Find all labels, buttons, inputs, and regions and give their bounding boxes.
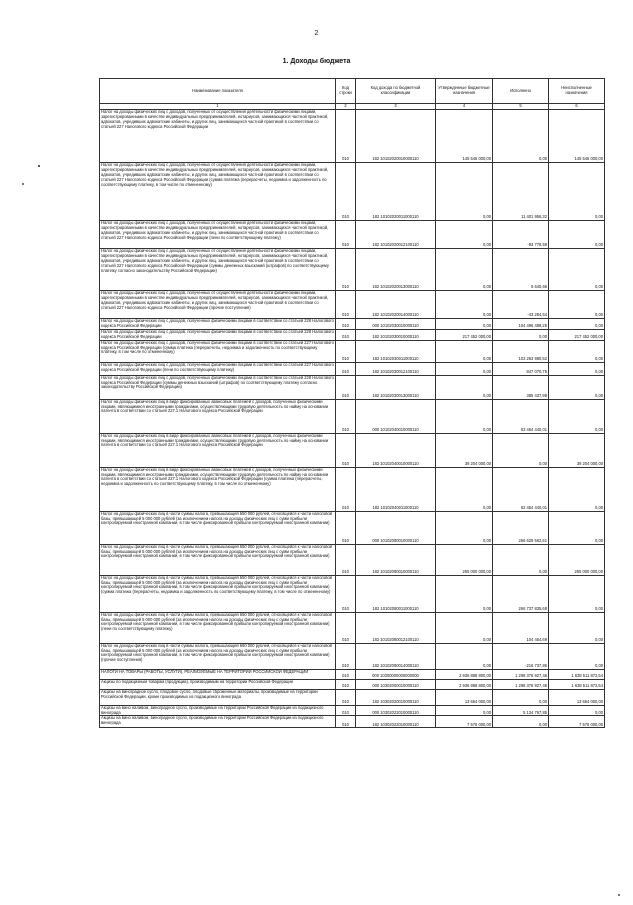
table-cell-line-code: 010 <box>336 291 356 319</box>
table-cell-executed: 847 070,75 <box>493 362 549 375</box>
table-cell-approved: 0,00 <box>436 291 493 319</box>
column-number: 2 <box>336 104 356 110</box>
revenue-table <box>99 78 605 728</box>
table-cell-name: Налог на доходы физических лиц в части суммы налога, превышающей 650 000 рублей, относящейся к части налоговой базы, превышающей 5 000 000 рублей (за исключением налога на доходы физических лиц с сумм прибыли контролируемой иностранной компании, в том числе фиксированной прибыли контролируемой иностранной компании) <box>100 544 336 575</box>
table-cell-unexecuted: 39 204 000,00 <box>549 433 605 467</box>
table-cell-executed: 63 454 440,01 <box>493 467 549 511</box>
table-row <box>100 612 605 643</box>
column-number: 5 <box>493 104 549 110</box>
section-title: 1. Доходы бюджета <box>282 58 351 65</box>
table-cell-unexecuted: 0,00 <box>549 362 605 375</box>
table-cell-name: Налог на доходы физических лиц в части суммы налога, превышающей 650 000 рублей, относящейся к части налоговой базы, превышающей 5 000 000 рублей (за исключением налога на доходы физических лиц с сумм прибыли контролируемой иностранной компании, в том числе фиксированной прибыли контролируемой иностранной компании) <box>100 511 336 544</box>
table-cell-executed: 0,00 <box>493 544 549 575</box>
table-cell-approved: 2 936 888 800,00 <box>436 679 493 689</box>
header-row <box>100 79 605 104</box>
table-cell-income-code: 000 10102030010000110 <box>356 319 436 330</box>
table-cell-approved: 0,00 <box>436 163 493 221</box>
table-row <box>100 291 605 319</box>
table-cell-unexecuted: 145 546 000,00 <box>549 110 605 163</box>
page-number: 2 <box>314 30 319 37</box>
table-cell-executed: 385 437,98 <box>493 375 549 399</box>
column-number: 4 <box>436 104 493 110</box>
table-cell-name: Налог на доходы физических лиц с доходов, полученных от осуществления деятельности физическими лицами, зарегистрированными в качестве индивидуальных предпринимателей, нотариусов, занимающихся частной практикой, адвокатов, учредивших адвокатские кабинеты, и других лиц, занимающихся частной практикой в соответствии со статьей 227 Налогового кодекса Российской Федерации (пени по соответствующему платежу) <box>100 221 336 249</box>
table-cell-line-code: 010 <box>336 221 356 249</box>
table-row <box>100 249 605 291</box>
table-cell-approved: 0,00 <box>436 319 493 330</box>
table-row <box>100 329 605 340</box>
table-cell-approved: 0,00 <box>436 705 493 716</box>
table-row <box>100 467 605 511</box>
table-cell-approved: 255 000 000,00 <box>436 544 493 575</box>
table-cell-income-code: 182 10102080011000110 <box>356 575 436 612</box>
table-cell-name: Налог на доходы физических лиц с доходов, полученных физическими лицами в соответствии со статьей 228 Налогового кодекса Российской Федерации <box>101 329 334 339</box>
table-cell-approved: 39 204 000,00 <box>436 433 493 467</box>
table-cell-income-code: 000 10302000010000110 <box>356 679 436 689</box>
table-row <box>100 544 605 575</box>
table-cell-line-code: 010 <box>336 669 356 679</box>
table-cell-name: Налог на доходы физических лиц в части суммы налога, превышающей 650 000 рублей, относящейся к части налоговой базы, превышающей 5 000 000 рублей (за исключением налога на доходы физических лиц с сумм прибыли контролируемой иностранной компании, в том числе фиксированной прибыли контролируемой иностранной компании) (прочие поступления) <box>100 643 336 669</box>
table-cell-line-code: 010 <box>336 329 356 340</box>
table-cell-unexecuted: 255 000 000,00 <box>549 544 605 575</box>
table-cell-unexecuted: 0,00 <box>549 705 605 716</box>
table-row <box>100 511 605 544</box>
table-cell-approved: 0,00 <box>436 612 493 643</box>
table-cell-executed: 104 496 489,25 <box>493 319 549 330</box>
table-cell-name: Налог на доходы физических лиц с доходов, полученных физическими лицами в соответствии со статьей 228 Налогового кодекса Российской Федерации (суммы денежных взысканий (штрафов) по соответствующему платежу согласно законодательству Российской Федерации) <box>100 375 336 399</box>
table-cell-name: Налог на доходы физических лиц с доходов, полученных физическими лицами в соответствии со статьей 227 Налогового кодекса Российской Федерации (сумма платежа (перерасчеты, недоимка и задолженность по соответствующему платежу, в том числе по отмененному) <box>100 340 336 362</box>
table-row <box>100 340 605 362</box>
table-cell-name: Акцизы на вино наливом, виноградное сусло, производимые на территории Российской Федерации из подакцизного винограда <box>100 705 336 716</box>
header-executed: Исполнено <box>493 79 549 104</box>
table-row <box>100 110 605 163</box>
table-cell-line-code: 010 <box>336 467 356 511</box>
table-cell-unexecuted: 7 576 000,00 <box>549 716 605 728</box>
table-cell-line-code: 010 <box>336 689 356 705</box>
table-cell-approved: 0,00 <box>436 399 493 433</box>
table-cell-income-code: 182 10302022010000110 <box>356 716 436 728</box>
table-cell-unexecuted: 0,00 <box>549 163 605 221</box>
table-cell-approved: 0,00 <box>436 643 493 669</box>
table-cell-line-code: 010 <box>336 679 356 689</box>
table-cell-line-code: 010 <box>336 399 356 433</box>
table-cell-executed: 266 625 562,51 <box>493 511 549 544</box>
table-cell-income-code: 182 10102080010000110 <box>356 544 436 575</box>
table-cell-line-code: 010 <box>336 643 356 669</box>
header-line-code: Код строки <box>336 79 356 104</box>
column-number: 6 <box>549 104 605 110</box>
table-cell-executed: 6 640,66 <box>493 249 549 291</box>
header-unexecuted: Неисполненные назначения <box>549 79 605 104</box>
table-body <box>100 110 605 728</box>
table-cell-unexecuted: 0,00 <box>549 291 605 319</box>
table-cell-unexecuted: 1 638 511 872,54 <box>549 679 605 689</box>
table-cell-line-code: 010 <box>336 340 356 362</box>
header-indicator-name: Наименование показателя <box>100 79 336 104</box>
header-income-code: Код дохода по бюджетной классификации <box>356 79 436 104</box>
table-cell-name: Налог на доходы физических лиц с доходов, полученных от осуществления деятельности физическими лицами, зарегистрированными в качестве индивидуальных предпринимателей, нотариусов, занимающихся частной практикой, адвокатов, учредивших адвокатские кабинеты, и других лиц, занимающихся частной практикой в соответствии со статьей 227 Налогового кодекса Российской Федерации (суммы денежных взысканий (штрафов) по соответствующему платежу согласно законодательству Российской Федерации) <box>100 249 336 291</box>
table-cell-approved: 0,00 <box>436 575 493 612</box>
table-row <box>100 221 605 249</box>
table-row <box>100 679 605 689</box>
table-cell-income-code: 182 10102030011000110 <box>356 340 436 362</box>
table-cell-approved: 0,00 <box>436 511 493 544</box>
table-cell-executed: 1 298 376 927,46 <box>493 679 549 689</box>
table-cell-name: Акцизы по подакцизным товарам (продукции), производимым на территории Российской Федерации <box>100 679 336 689</box>
table-cell-income-code: 182 10102030012100110 <box>356 362 436 375</box>
table-row <box>100 375 605 399</box>
table-cell-executed: 5 134 767,85 <box>493 705 549 716</box>
table-row <box>100 669 605 679</box>
table-cell-income-code: 182 10102040010000110 <box>356 433 436 467</box>
table-cell-income-code: 182 10102020010000110 <box>356 110 436 163</box>
table-cell-name: Налог на доходы физических лиц с доходов, полученных от осуществления деятельности физическими лицами, зарегистрированными в качестве индивидуальных предпринимателей, нотариусов, занимающихся частной практикой, адвокатов, учредивших адвокатские кабинеты, и других лиц, занимающихся частной практикой в соответствии со статьей 227 Налогового кодекса Российской Федерации (прочие поступления) <box>100 291 336 319</box>
table-cell-executed: 104 464,69 <box>493 612 549 643</box>
table-cell-income-code: 182 10302020010000110 <box>356 689 436 705</box>
table-row <box>100 689 605 705</box>
table-cell-unexecuted: 0,00 <box>549 249 605 291</box>
table-row <box>100 399 605 433</box>
table-cell-name: Налог на доходы физических лиц с доходов, полученных от осуществления деятельности физическими лицами, зарегистрированными в качестве индивидуальных предпринимателей, нотариусов, занимающихся частной практикой, адвокатов, учредивших адвокатские кабинеты, и других лиц, занимающихся частной практикой в соответствии со статьей 227 Налогового кодекса Российской Федерации (сумма платежа (перерасчеты, недоимка и задолженность по соответствующему платежу, в том числе по отмененному) <box>100 163 336 221</box>
table-cell-approved: 0,00 <box>436 375 493 399</box>
scan-speck <box>22 183 24 185</box>
table-cell-income-code: 000 10102040010000110 <box>356 399 436 433</box>
table-cell-unexecuted: 0,00 <box>549 221 605 249</box>
table-cell-line-code: 010 <box>336 362 356 375</box>
table-cell-line-code: 010 <box>336 433 356 467</box>
table-cell-name: Налог на доходы физических лиц в виде фиксированных авансовых платежей с доходов, полученных физическими лицами, являющимися иностранными гражданами, осуществляющими трудовую деятельность по найму на основании патента в соответствии со статьей 227.1 Налогового кодекса Российской Федерации (сумма платежа (перерасчеты, недоимка и задолженность по соответствующему платежу, в том числе по отмененному) <box>100 467 336 511</box>
table-cell-unexecuted: 0,00 <box>549 575 605 612</box>
table-cell-executed: -216 737,86 <box>493 643 549 669</box>
table-cell-line-code: 010 <box>336 511 356 544</box>
table-row <box>100 705 605 716</box>
table-cell-name: Налог на доходы физических лиц с доходов, полученных физическими лицами в соответствии со статьей 227 Налогового кодекса Российской Федерации (пени по соответствующему платежу) <box>100 362 336 375</box>
column-number: 1 <box>100 104 336 110</box>
table-cell-approved: 0,00 <box>436 249 493 291</box>
table-row <box>100 716 605 728</box>
table-cell-executed: 0,00 <box>493 716 549 728</box>
table-cell-line-code: 010 <box>336 544 356 575</box>
table-cell-line-code: 010 <box>336 319 356 330</box>
table-cell-unexecuted: 0,00 <box>549 511 605 544</box>
table-cell-income-code: 000 10302022010000110 <box>356 705 436 716</box>
table-cell-approved: 2 936 888 800,00 <box>436 669 493 679</box>
table-cell-approved: 0,00 <box>436 221 493 249</box>
table-cell-line-code: 010 <box>336 375 356 399</box>
table-cell-income-code: 182 10102080014000110 <box>356 643 436 669</box>
table-cell-unexecuted: 0,00 <box>549 399 605 433</box>
table-cell-unexecuted: 13 664 000,00 <box>549 689 605 705</box>
table-row <box>100 575 605 612</box>
scan-speck <box>618 894 620 896</box>
column-number: 3 <box>356 104 436 110</box>
table-cell-income-code: 182 10102020014000110 <box>356 291 436 319</box>
table-cell-unexecuted: 1 638 511 872,54 <box>549 669 605 679</box>
table-cell-executed: 1 298 376 927,46 <box>493 669 549 679</box>
table-cell-name: Акцизы на вино наливом, виноградное сусло, производимые на территории Российской Федерации из подакцизного винограда <box>100 716 336 728</box>
table-cell-unexecuted: 0,00 <box>549 467 605 511</box>
table-cell-executed: 11 401 956,32 <box>493 163 549 221</box>
table-cell-name: Налог на доходы физических лиц в виде фиксированных авансовых платежей с доходов, полученных физическими лицами, являющимися иностранными гражданами, осуществляющими трудовую деятельность по найму на основании патента в соответствии со статьей 227.1 Налогового кодекса Российской Федерации <box>100 433 336 467</box>
table-cell-unexecuted: 0,00 <box>549 319 605 330</box>
table-cell-approved: 0,00 <box>436 362 493 375</box>
table-cell-unexecuted: 0,00 <box>549 340 605 362</box>
table-cell-approved: 217 452 000,00 <box>436 329 493 340</box>
table-cell-unexecuted: 0,00 <box>549 643 605 669</box>
table-cell-line-code: 010 <box>336 249 356 291</box>
table-cell-income-code: 182 10102020012100110 <box>356 221 436 249</box>
table-cell-approved: 0,00 <box>436 340 493 362</box>
table-cell-income-code: 000 10300000000000000 <box>356 669 436 679</box>
scan-speck <box>38 165 40 167</box>
table-row <box>100 433 605 467</box>
table-cell-approved: 145 546 000,00 <box>436 110 493 163</box>
table-cell-line-code: 010 <box>336 716 356 728</box>
table-cell-executed: -43 284,64 <box>493 291 549 319</box>
table-cell-unexecuted: 217 452 000,00 <box>549 329 605 340</box>
table-cell-name: НАЛОГИ НА ТОВАРЫ (РАБОТЫ, УСЛУГИ), РЕАЛИЗУЕМЫЕ НА ТЕРРИТОРИИ РОССИЙСКОЙ ФЕДЕРАЦИИ <box>100 669 336 679</box>
table-cell-name: Налог на доходы физических лиц в виде фиксированных авансовых платежей с доходов, полученных физическими лицами, являющимися иностранными гражданами, осуществляющими трудовую деятельность по найму на основании патента в соответствии со статьей 227.1 Налогового кодекса Российской Федерации <box>100 399 336 433</box>
header-approved: Утвержденные бюджетные назначения <box>436 79 493 104</box>
table-cell-unexecuted: 0,00 <box>549 612 605 643</box>
table-cell-income-code: 182 10102040011000110 <box>356 467 436 511</box>
table-row <box>100 163 605 221</box>
table-cell-line-code: 010 <box>336 110 356 163</box>
table-cell-income-code: 182 10102030013000110 <box>356 375 436 399</box>
table-cell-name: Налог на доходы физических лиц с доходов, полученных от осуществления деятельности физическими лицами, зарегистрированными в качестве индивидуальных предпринимателей, нотариусов, занимающихся частной практикой, адвокатов, учредивших адвокатские кабинеты, и других лиц, занимающихся частной практикой в соответствии со статьей 227 Налогового кодекса Российской Федерации <box>100 110 336 163</box>
table-cell-executed: 103 263 980,52 <box>493 340 549 362</box>
table-cell-income-code: 182 10102080012100110 <box>356 612 436 643</box>
table-cell-executed: 0,00 <box>493 689 549 705</box>
table-cell-approved: 0,00 <box>436 467 493 511</box>
table-row <box>100 362 605 375</box>
table-cell-name: Акцизы на виноградное сусло, плодовое сусло, плодовые сброженные материалы, производимые на территории Российской Федерации, кроме производимых из подакцизного винограда <box>100 689 336 705</box>
table-cell-approved: 7 576 000,00 <box>436 716 493 728</box>
table-cell-executed: 0,00 <box>493 110 549 163</box>
table-cell-income-code: 182 10102020011000110 <box>356 163 436 221</box>
table-cell-name: Налог на доходы физических лиц в части суммы налога, превышающей 650 000 рублей, относящейся к части налоговой базы, превышающей 5 000 000 рублей (за исключением налога на доходы физических лиц с сумм прибыли контролируемой иностранной компании, в том числе фиксированной прибыли контролируемой иностранной компании) (сумма платежа (перерасчеты, недоимка и задолженность по соответствующему платежу, в том числе по отмененному) <box>100 575 336 612</box>
table-cell-income-code: 182 10102020013000110 <box>356 249 436 291</box>
table-cell-executed: -93 778,59 <box>493 221 549 249</box>
table-row <box>100 643 605 669</box>
table-cell-name: Налог на доходы физических лиц в части суммы налога, превышающей 650 000 рублей, относящейся к части налоговой базы, превышающей 5 000 000 рублей (за исключением налога на доходы физических лиц с сумм прибыли контролируемой иностранной компании, в том числе фиксированной прибыли контролируемой иностранной компании) (пени по соответствующему платежу) <box>100 612 336 643</box>
table-cell-line-code: 010 <box>336 705 356 716</box>
table-row <box>100 319 605 330</box>
table-cell-line-code: 010 <box>336 612 356 643</box>
table-cell-line-code: 010 <box>336 575 356 612</box>
table-cell-income-code: 182 10102030010000110 <box>356 329 436 340</box>
table-cell-executed: 266 737 835,68 <box>493 575 549 612</box>
table-cell-approved: 13 664 000,00 <box>436 689 493 705</box>
table-cell-name: Налог на доходы физических лиц с доходов, полученных физическими лицами в соответствии со статьей 228 Налогового кодекса Российской Федерации <box>101 318 334 328</box>
table-cell-executed: 0,00 <box>493 329 549 340</box>
table-cell-unexecuted: 0,00 <box>549 375 605 399</box>
table-cell-income-code: 000 10102080010000110 <box>356 511 436 544</box>
table-cell-executed: 0,00 <box>493 433 549 467</box>
table-cell-line-code: 010 <box>336 163 356 221</box>
table-cell-executed: 63 454 440,01 <box>493 399 549 433</box>
